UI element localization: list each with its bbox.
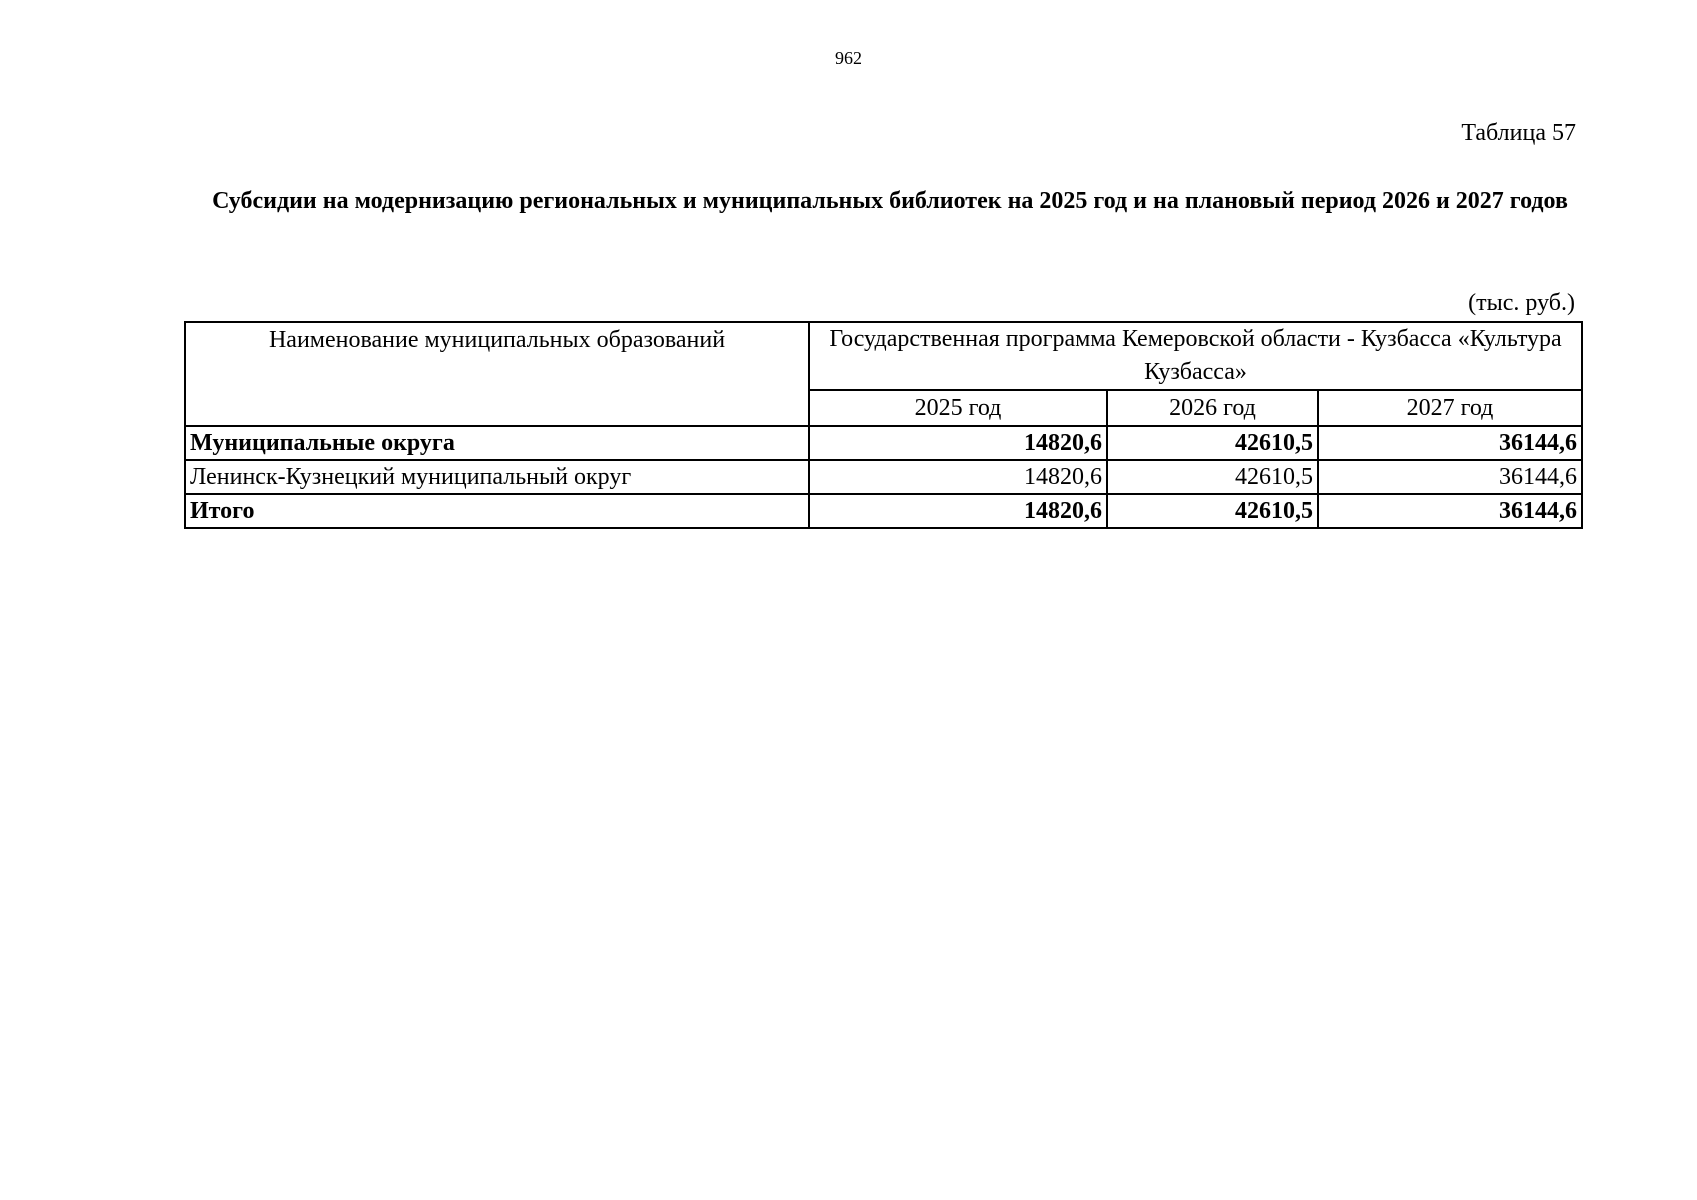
subsidy-table bbox=[184, 321, 1583, 529]
table-row bbox=[185, 460, 1582, 494]
row-value-2027: 36144,6 bbox=[1318, 494, 1582, 528]
row-name: Итого bbox=[185, 494, 809, 528]
row-value-2027: 36144,6 bbox=[1318, 426, 1582, 460]
document-title: Субсидии на модернизацию региональных и муниципальных библиотек на 2025 год и на плановый период 2026 и 2027 годов bbox=[212, 188, 1568, 214]
page-number: 962 bbox=[835, 48, 862, 68]
table-row bbox=[185, 426, 1582, 460]
row-value-2025: 14820,6 bbox=[809, 460, 1107, 494]
units-label: (тыс. руб.) bbox=[1468, 290, 1575, 316]
row-name: Муниципальные округа bbox=[185, 426, 809, 460]
header-year-2026: 2026 год bbox=[1107, 390, 1318, 426]
header-program-name: Государственная программа Кемеровской области - Кузбасса «Культура Кузбасса» bbox=[809, 322, 1582, 390]
row-value-2025: 14820,6 bbox=[809, 426, 1107, 460]
table-row-total bbox=[185, 494, 1582, 528]
row-value-2027: 36144,6 bbox=[1318, 460, 1582, 494]
row-value-2026: 42610,5 bbox=[1107, 494, 1318, 528]
row-value-2026: 42610,5 bbox=[1107, 460, 1318, 494]
header-year-2027: 2027 год bbox=[1318, 390, 1582, 426]
table-label: Таблица 57 bbox=[1461, 120, 1576, 146]
row-value-2026: 42610,5 bbox=[1107, 426, 1318, 460]
table-header-row bbox=[185, 322, 1582, 390]
header-municipality-name: Наименование муниципальных образований bbox=[185, 322, 809, 426]
row-name: Ленинск-Кузнецкий муниципальный округ bbox=[185, 460, 809, 494]
row-value-2025: 14820,6 bbox=[809, 494, 1107, 528]
header-year-2025: 2025 год bbox=[809, 390, 1107, 426]
